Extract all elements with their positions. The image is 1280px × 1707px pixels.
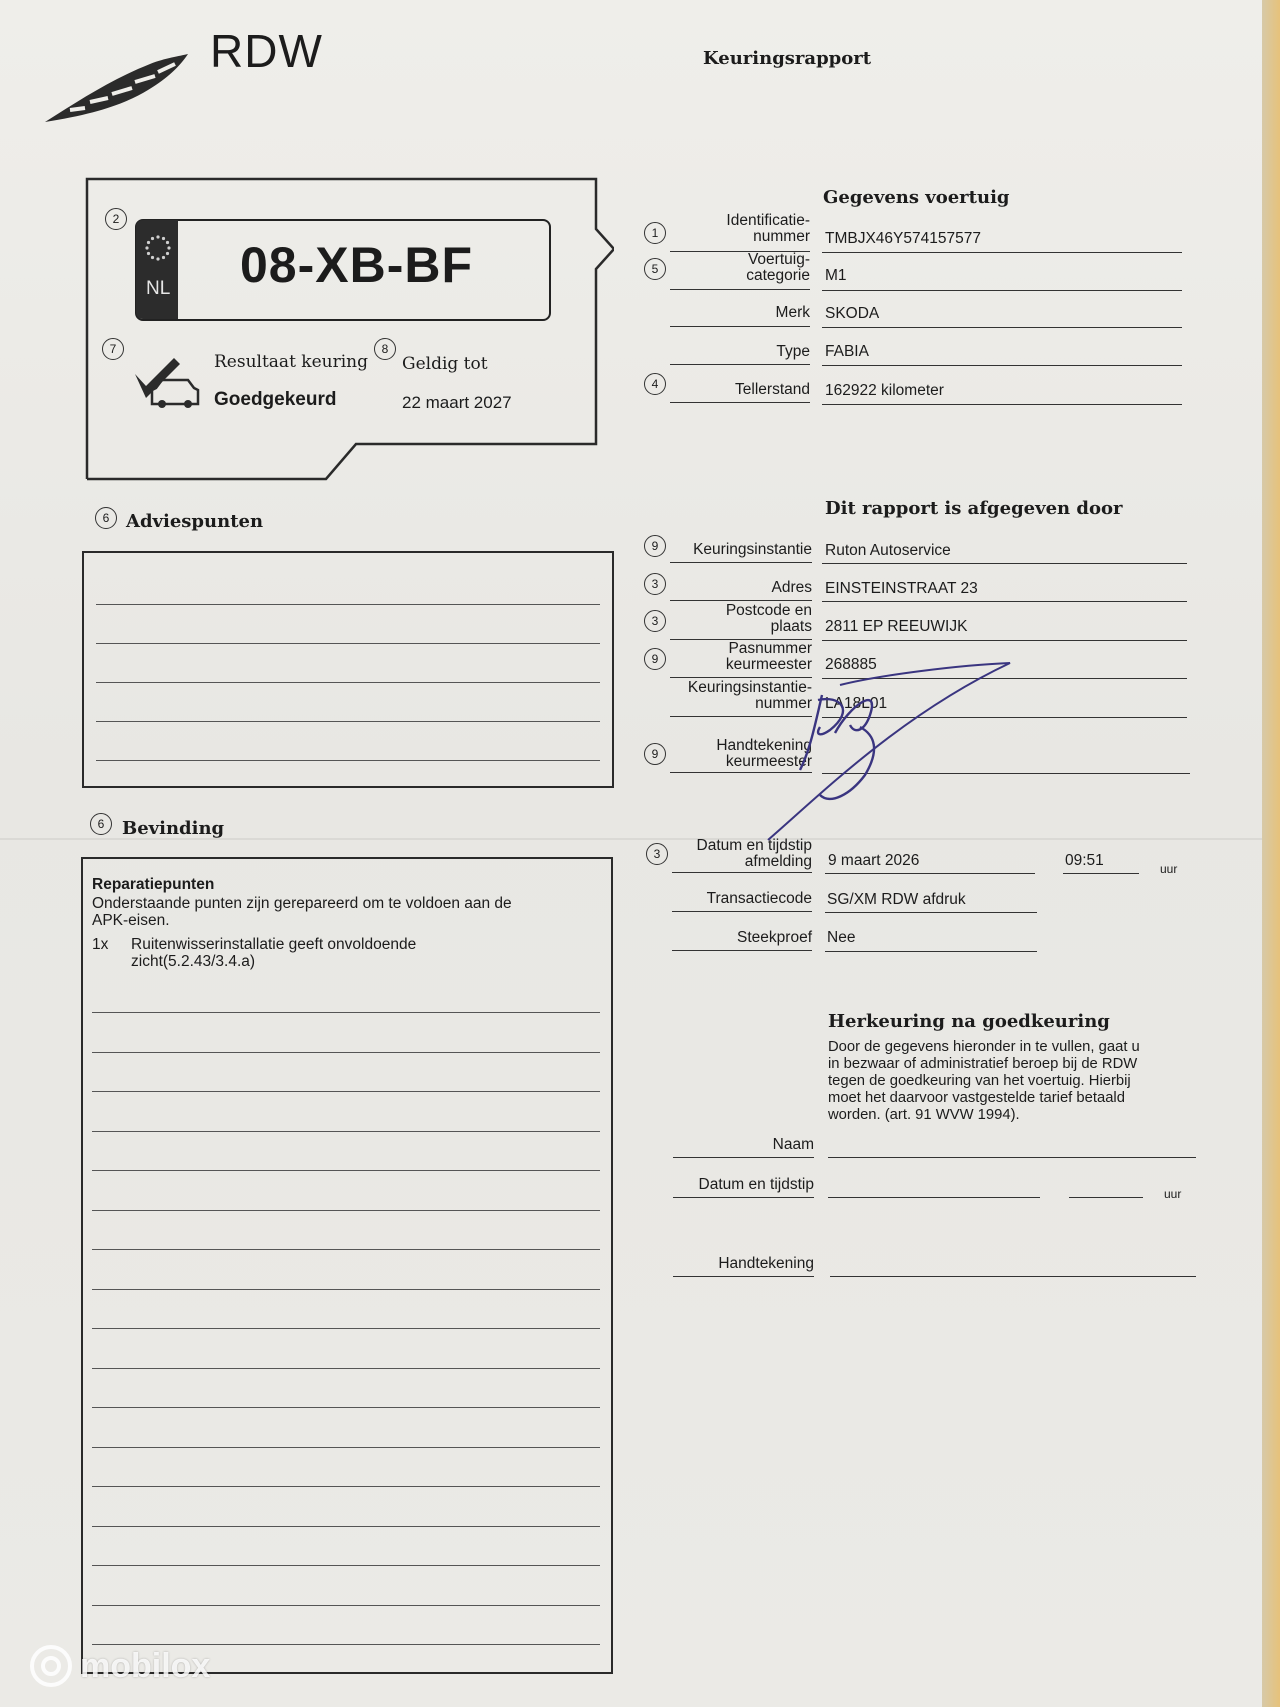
report-title: Keuringsrapport <box>703 48 872 69</box>
advice-line <box>96 682 600 683</box>
eu-stars-icon <box>144 234 172 262</box>
registration-date: 9 maart 2026 <box>828 852 920 869</box>
findings-heading: Bevinding <box>122 818 225 839</box>
label-underline <box>672 950 812 951</box>
label-underline <box>673 1276 814 1277</box>
vehicle-heading: Gegevens voertuig <box>823 187 1010 208</box>
value-underline <box>822 327 1182 328</box>
marker-postcode: 3 <box>644 610 666 632</box>
registration-datetime-label: Datum en tijdstip afmelding <box>696 837 812 870</box>
advice-line <box>96 643 600 644</box>
findings-line <box>92 1091 600 1092</box>
value-underline <box>825 873 1035 874</box>
reinspection-datetime-label: Datum en tijdstip <box>698 1176 814 1193</box>
plate-country: NL <box>146 278 171 299</box>
transaction-label: Transactiecode <box>706 890 812 907</box>
postcode-label: Postcode en plaats <box>725 602 812 635</box>
findings-line <box>92 1052 600 1053</box>
rdw-logo-text: RDW <box>210 25 323 77</box>
marker-advice: 6 <box>95 507 117 529</box>
advice-line <box>96 760 600 761</box>
reinspection-heading: Herkeuring na goedkeuring <box>828 1011 1110 1032</box>
sample-value: Nee <box>827 929 856 946</box>
reinspection-date-field[interactable] <box>828 1197 1040 1198</box>
marker-inspection-body: 9 <box>644 535 666 557</box>
label-underline <box>672 911 812 912</box>
marker-signature: 9 <box>644 743 666 765</box>
label-underline <box>670 600 812 601</box>
label-underline <box>670 402 810 403</box>
signature-label: Handtekening keurmeester <box>716 737 812 770</box>
valid-label: Geldig tot <box>402 354 488 374</box>
advice-box <box>82 551 614 788</box>
type-label: Type <box>776 343 810 360</box>
reinspection-text: Door de gegevens hieronder in te vullen, gaat u in bezwaar of administratief beroep bij de RDW tegen de goedkeuring van het voertuig. Hierbij moet het daarvoor vastgestelde tarief betaald worden. (art. 91 WVW 1994). <box>828 1039 1140 1123</box>
value-underline <box>822 404 1182 405</box>
label-underline <box>670 326 810 327</box>
value-underline <box>1063 873 1139 874</box>
findings-line <box>92 1526 600 1527</box>
name-label: Naam <box>772 1136 814 1153</box>
inspection-number-label: Keuringsinstantie- nummer <box>687 679 812 712</box>
marker-valid: 8 <box>374 338 396 360</box>
name-field[interactable] <box>828 1157 1196 1158</box>
repair-item-qty: 1x <box>92 936 109 953</box>
value-underline <box>822 563 1187 564</box>
value-underline <box>822 601 1187 602</box>
pass-number-value: 268885 <box>825 656 877 673</box>
result-value: Goedgekeurd <box>214 389 337 410</box>
marker-registration: 3 <box>646 843 668 865</box>
pass-number-label: Pasnummer keurmeester <box>725 640 812 673</box>
marker-category: 5 <box>644 258 666 280</box>
inspection-number-value: LA18L01 <box>825 695 888 712</box>
paper-edge <box>1262 0 1280 1707</box>
findings-line <box>92 1289 600 1290</box>
value-underline <box>822 365 1182 366</box>
value-underline <box>825 951 1037 952</box>
plate-number: 08-XB-BF <box>240 237 474 293</box>
marker-identification: 1 <box>644 222 666 244</box>
label-underline <box>670 562 812 563</box>
marker-findings: 6 <box>90 813 112 835</box>
postcode-value: 2811 EP REEUWIJK <box>825 618 968 635</box>
findings-line <box>92 1012 600 1013</box>
odometer-label: Tellerstand <box>735 381 810 398</box>
label-underline <box>670 364 810 365</box>
brand-value: SKODA <box>825 305 880 322</box>
label-underline <box>673 1197 814 1198</box>
valid-value: 22 maart 2027 <box>402 393 512 412</box>
marker-odometer: 4 <box>644 373 666 395</box>
findings-box <box>81 857 613 1674</box>
value-underline <box>822 640 1187 641</box>
watermark <box>28 1643 210 1689</box>
label-underline <box>673 1157 814 1158</box>
inspection-body-value: Ruton Autoservice <box>825 542 951 559</box>
identification-label: Identificatie- nummer <box>726 212 810 245</box>
findings-line <box>92 1170 600 1171</box>
registration-time: 09:51 <box>1065 852 1104 869</box>
advice-heading: Adviespunten <box>126 511 264 532</box>
advice-line <box>96 721 600 722</box>
issuer-heading: Dit rapport is afgegeven door <box>825 498 1123 519</box>
findings-line <box>92 1407 600 1408</box>
reinspection-time-unit: uur <box>1164 1187 1182 1201</box>
value-underline <box>822 290 1182 291</box>
marker-plate: 2 <box>105 208 127 230</box>
category-value: M1 <box>825 267 847 284</box>
findings-line <box>92 1605 600 1606</box>
brand-label: Merk <box>775 304 810 321</box>
inspection-body-label: Keuringsinstantie <box>693 541 812 558</box>
marker-address: 3 <box>644 573 666 595</box>
findings-line <box>92 1210 600 1211</box>
watermark-text: mobilox <box>80 1646 211 1685</box>
reinspection-signature-field[interactable] <box>830 1276 1196 1277</box>
address-label: Adres <box>771 579 812 596</box>
repair-item-text: Ruitenwisserinstallatie geeft onvoldoende zicht(5.2.43/3.4.a) <box>131 936 417 970</box>
value-underline <box>825 912 1037 913</box>
findings-line <box>92 1249 600 1250</box>
car-check-icon <box>132 352 202 410</box>
repair-intro: Onderstaande punten zijn gerepareerd om te voldoen aan de APK-eisen. <box>92 895 512 929</box>
findings-line <box>92 1131 600 1132</box>
findings-line <box>92 1328 600 1329</box>
reinspection-signature-label: Handtekening <box>718 1255 814 1272</box>
address-value: EINSTEINSTRAAT 23 <box>825 580 978 597</box>
odometer-value: 162922 kilometer <box>825 382 944 399</box>
sample-label: Steekproef <box>737 929 812 946</box>
marker-pass-number: 9 <box>644 648 666 670</box>
repair-heading: Reparatiepunten <box>92 876 215 893</box>
handwritten-signature <box>760 655 1020 855</box>
reinspection-time-field[interactable] <box>1069 1197 1143 1198</box>
result-label: Resultaat keuring <box>214 352 369 372</box>
mobilox-logo-icon <box>28 1643 74 1689</box>
label-underline <box>670 289 810 290</box>
findings-line <box>92 1486 600 1487</box>
registration-time-unit: uur <box>1160 862 1178 876</box>
label-underline <box>672 872 812 873</box>
findings-line <box>92 1447 600 1448</box>
marker-result: 7 <box>102 338 124 360</box>
findings-line <box>92 1565 600 1566</box>
rdw-feather-icon <box>40 50 190 125</box>
category-label: Voertuig- categorie <box>746 251 810 284</box>
advice-line <box>96 604 600 605</box>
identification-value: TMBJX46Y574157577 <box>825 230 981 247</box>
transaction-value: SG/XM RDW afdruk <box>827 891 966 908</box>
type-value: FABIA <box>825 343 869 360</box>
value-underline <box>822 252 1182 253</box>
findings-line <box>92 1368 600 1369</box>
